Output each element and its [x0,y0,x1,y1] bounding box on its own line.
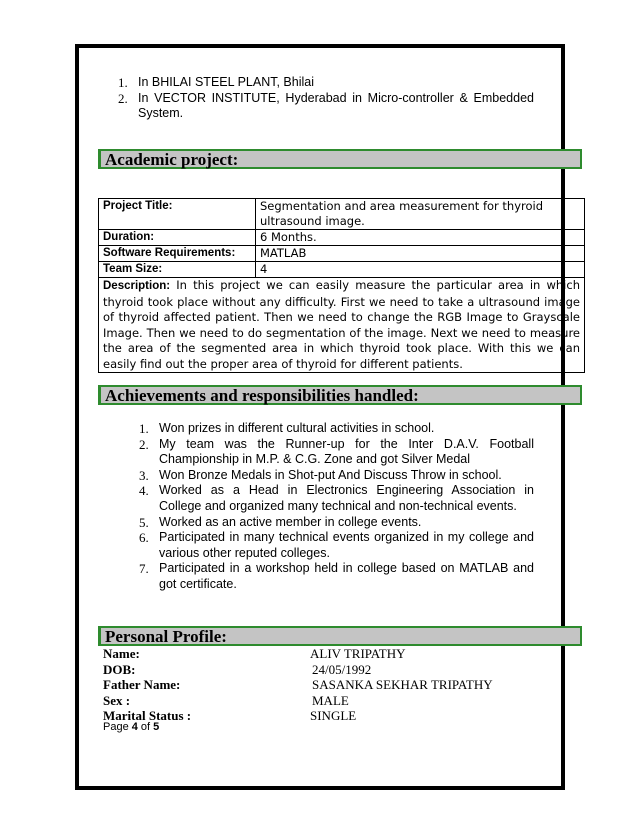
table-row [99,199,585,230]
list-text: Won Bronze Medals in Shot-put And Discuss Throw in school. [159,467,502,482]
profile-label: Father Name: [103,677,181,693]
list-number: 3. [139,467,149,483]
software-label: Software Requirements: [99,246,256,262]
table-row [99,262,585,278]
project-title-label: Project Title: [99,199,256,230]
profile-value: SINGLE [310,708,357,724]
page-prefix: Page [103,721,132,733]
list-text: Worked as a Head in Electronics Engineering Association in College and organized many technical and non-technical events. [159,483,534,513]
profile-label: Name: [103,646,140,661]
list-number: 6. [139,530,149,546]
list-number: 1. [139,421,149,436]
list-text: Won prizes in different cultural activities in school. [159,421,435,435]
list-item [139,483,534,514]
table-row [99,246,585,262]
list-item [139,436,534,468]
profile-label: Sex : [103,692,131,708]
duration-label: Duration: [99,230,256,246]
training-list [118,75,534,122]
list-number: 5. [139,514,149,530]
list-text: In VECTOR INSTITUTE, Hyderabad in Micro-controller & Embedded System. [138,90,534,121]
table-row [99,278,585,373]
list-number: 1. [118,75,128,90]
list-item [139,514,534,531]
list-number: 2. [139,436,149,452]
list-text: Worked as an active member in college events. [159,514,422,529]
profile-value: MALE [312,692,349,708]
description-cell [99,278,585,373]
list-item [118,75,534,91]
section-heading-academic: Academic project: [98,149,582,169]
table-row [99,230,585,246]
list-item [139,421,534,437]
page-of: of [137,721,154,733]
project-table [98,198,585,373]
list-number: 2. [118,90,128,106]
profile-value: 24/05/1992 [312,661,372,677]
list-item [139,530,534,561]
team-size-label: Team Size: [99,262,256,278]
page-number [103,721,159,733]
list-number: 4. [139,483,149,499]
description-text: In this project we can easily measure the particular area in which thyroid took place without any difficulty. First we need to take a ultrasound image of thyroid affected patient. Then we need to change the RGB Image to Grayscale Image. Then we need to do segmentation of the image. Next we need to measure the area of the segmented area in which thyroid took place. With this we can easily find out the proper area of thyroid for different patients. [103,278,580,371]
profile-label: Marital Status : [103,708,192,724]
list-item [139,467,534,484]
section-heading-achievements: Achievements and responsibilities handled: [98,385,582,405]
description-label: Description: [103,280,171,292]
team-size-value: 4 [256,262,585,278]
software-value: MATLAB [256,246,585,262]
duration-value: 6 Months. [256,230,585,246]
list-text: Participated in many technical events organized in my college and various other reputed colleges. [159,530,534,560]
list-number: 7. [139,561,149,577]
profile-value: SASANKA SEKHAR TRIPATHY [312,677,493,693]
profile-label: DOB: [103,661,136,677]
section-heading-profile: Personal Profile: [98,626,582,646]
page-current: 4 [131,721,138,733]
list-text: Participated in a workshop held in college based on MATLAB and got certificate. [159,561,534,591]
list-item [118,90,534,122]
achievements-list [139,421,534,593]
profile-value: ALIV TRIPATHY [310,646,406,661]
project-title-value: Segmentation and area measurement for thyroid ultrasound image. [256,199,585,230]
page-total: 5 [153,721,160,733]
list-text: In BHILAI STEEL PLANT, Bhilai [138,75,315,89]
list-item [139,561,534,592]
list-text: My team was the Runner-up for the Inter D.A.V. Football Championship in M.P. & C.G. Zone and got Silver Medal [159,436,534,467]
